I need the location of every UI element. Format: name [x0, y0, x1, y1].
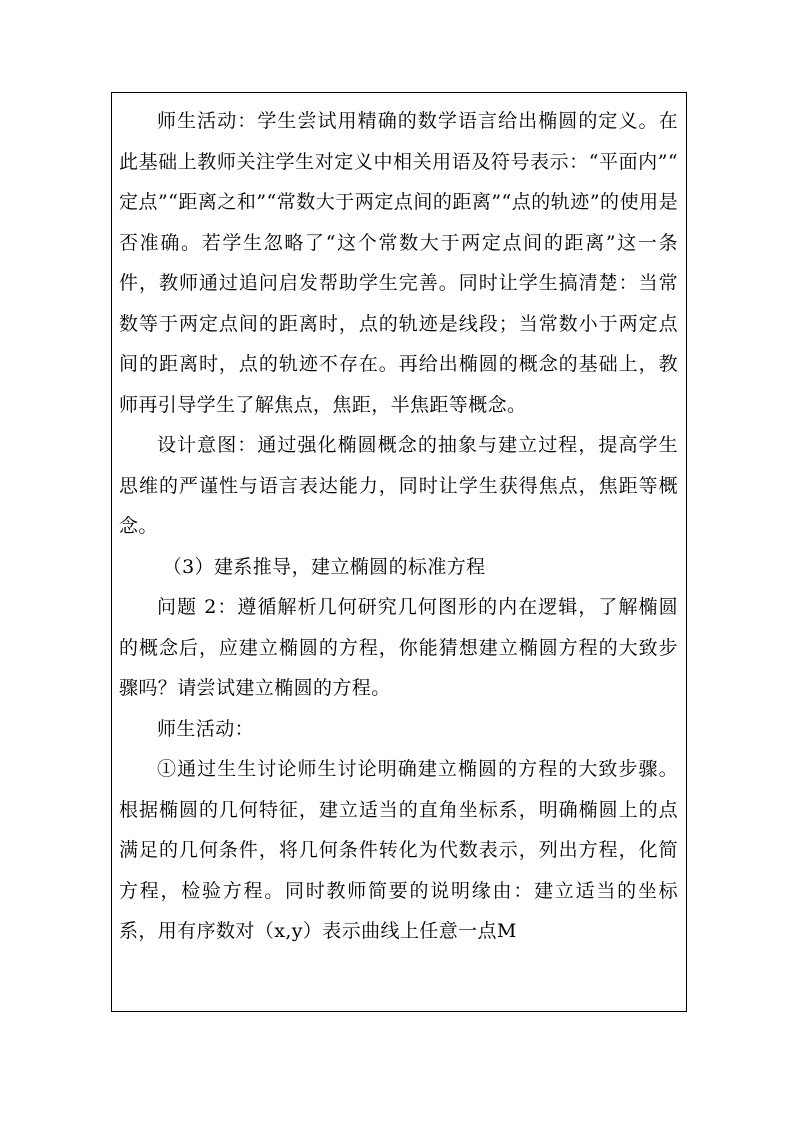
question-paragraph: 问题 2：遵循解析几何研究几何图形的内在逻辑，了解椭圆的概念后，应建立椭圆的方程，你能猜想建立椭圆方程的大致步骤吗？请尝试建立椭圆的方程。 [119, 596, 678, 699]
step-one-paragraph: ①通过生生讨论师生讨论明确建立椭圆的方程的大致步骤。根据椭圆的几何特征，建立适当的直角坐标系，明确椭圆上的点满足的几何条件，将几何条件转化为代数表示，列出方程，化简方程，检验方程。同时教师简要的说明缘由：建立适当的坐标系，用有序数对（x,y）表示曲线上任意一点M [119, 758, 678, 942]
teacher-activity-label: 师生活动： [157, 717, 255, 740]
section-heading: （3）建系推导，建立椭圆的标准方程 [162, 555, 486, 578]
document-table-cell [111, 92, 687, 1012]
design-intent-paragraph: 设计意图：通过强化椭圆概念的抽象与建立过程，提高学生思维的严谨性与语言表达能力，同时让学生获得焦点，焦距等概念。 [119, 434, 678, 537]
teacher-activity-paragraph: 师生活动：学生尝试用精确的数学语言给出椭圆的定义。在此基础上教师关注学生对定义中相关用语及符号表示：“平面内”“ 定点”“距离之和”“常数大于两定点间的距离”“点的轨迹”的使用是否准确。若学生忽略了“这个常数大于两定点间的距离”这一条件，教师通过追问启发帮助学生完善。同时让学生搞清楚：当常数等于两定点间的距离时，点的轨迹是线段；当常数小于两定点间的距离时，点的轨迹不存在。再给出椭圆的概念的基础上，教师再引导学生了解焦点，焦距，半焦距等概念。 [119, 110, 678, 416]
